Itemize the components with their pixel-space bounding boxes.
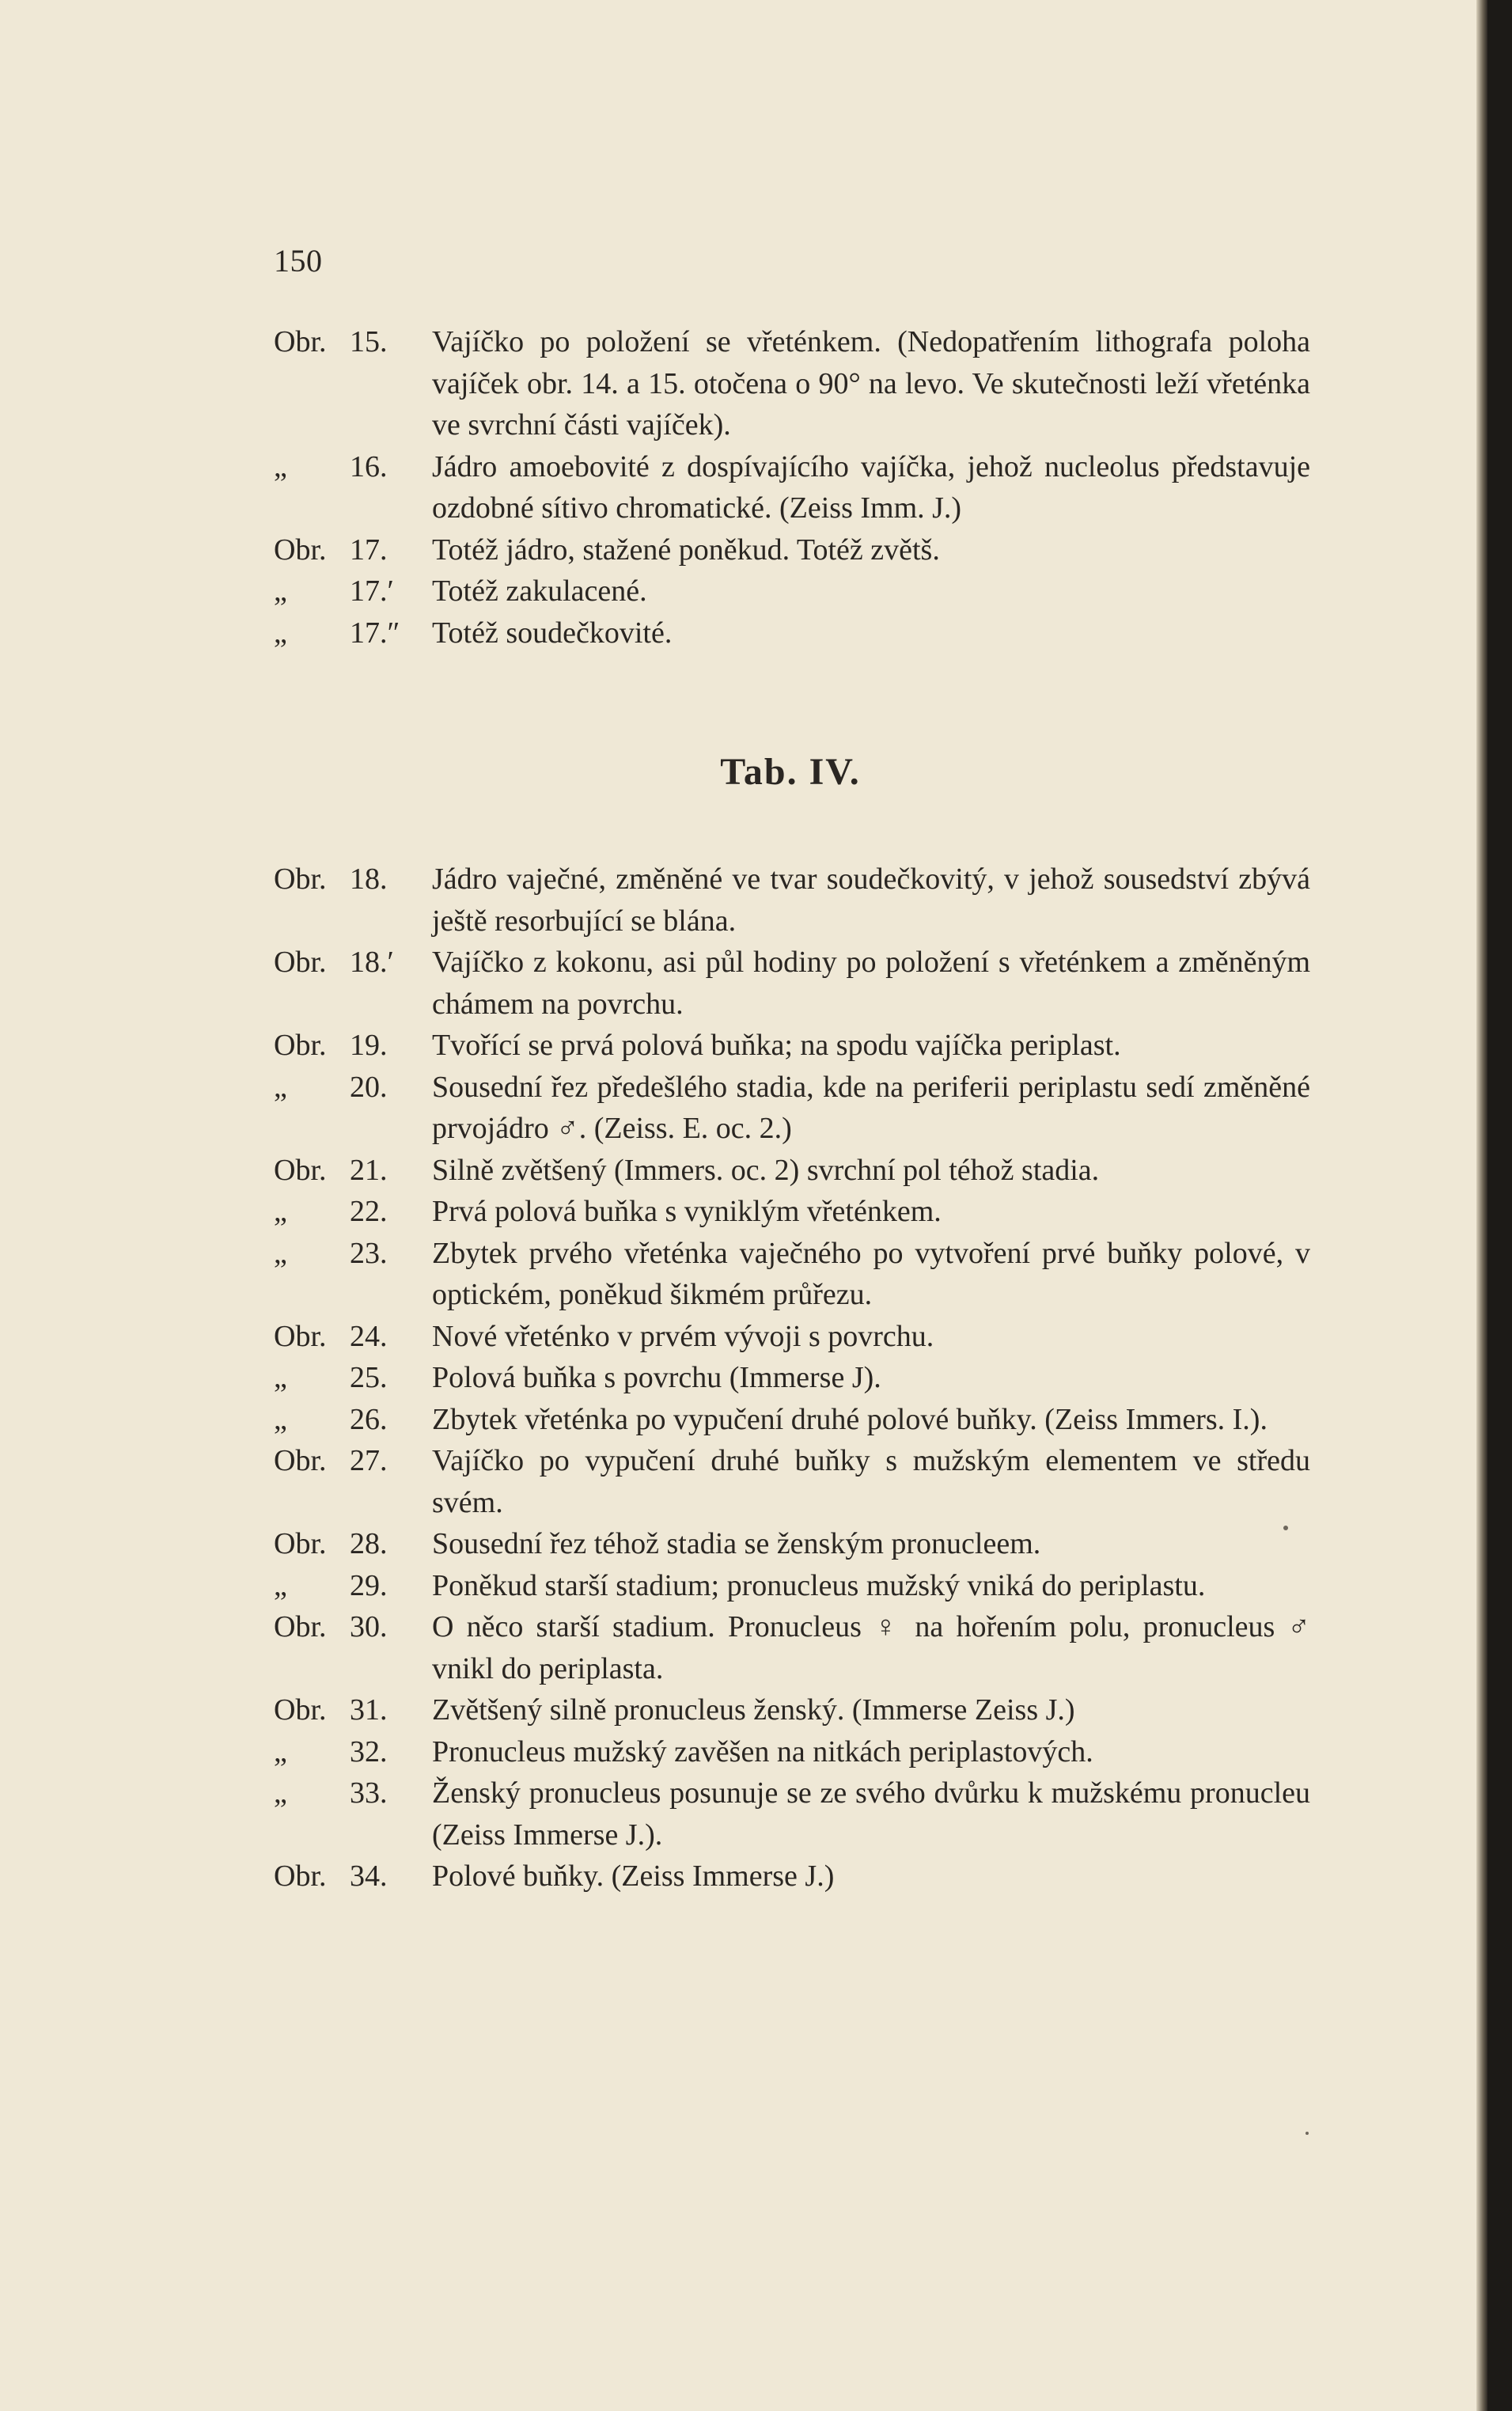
figure-entry — [274, 1772, 1310, 1856]
figure-description: Jádro amoebovité z dospívajícího vajíčka, jehož nucleolus představuje ozdobné sítivo chromatické. (Zeiss Imm. J.) — [432, 449, 1310, 525]
figure-reference — [274, 942, 400, 984]
figure-entry — [274, 1731, 1310, 1773]
figure-reference — [274, 1399, 400, 1441]
figure-label: „ — [274, 574, 287, 608]
figure-description: Nové vřeténko v prvém vývoji s povrchu. — [432, 1319, 934, 1353]
figure-number: 29. — [350, 1568, 388, 1602]
paper-speck — [1305, 2132, 1309, 2135]
figure-reference — [274, 1523, 400, 1565]
figure-entry — [274, 1856, 1310, 1897]
figure-description: Totéž soudečkovité. — [432, 616, 673, 650]
figure-label: „ — [274, 1776, 287, 1810]
figure-description: O něco starší stadium. Pronucleus ♀ na hořením polu, pronucleus ♂ vnikl do periplasta. — [432, 1610, 1310, 1685]
figure-description: Jádro vaječné, změněné ve tvar soudečkovitý, v jehož sousedství zbývá ještě resorbující se blána. — [432, 862, 1310, 938]
figure-number: 23. — [350, 1236, 388, 1270]
figure-number: 17.″ — [350, 616, 400, 650]
figure-entry — [274, 1440, 1310, 1523]
figure-reference — [274, 1689, 400, 1731]
figure-label: Obr. — [274, 1029, 327, 1062]
figure-label: „ — [274, 1236, 287, 1270]
figure-number: 15. — [350, 325, 388, 358]
figure-entry — [274, 446, 1310, 529]
figure-number: 21. — [350, 1153, 388, 1187]
figure-entry — [274, 942, 1310, 1025]
figure-label: „ — [274, 1070, 287, 1104]
figure-reference — [274, 1191, 400, 1233]
figure-entry — [274, 571, 1310, 612]
figure-entry — [274, 1316, 1310, 1358]
figure-description: Polová buňka s povrchu (Immerse J). — [432, 1361, 881, 1394]
figure-description: Sousední řez téhož stadia se ženským pronucleem. — [432, 1527, 1041, 1560]
figure-label: Obr. — [274, 1153, 327, 1187]
figure-number: 25. — [350, 1361, 388, 1394]
figure-number: 31. — [350, 1693, 388, 1727]
figure-description: Zvětšený silně pronucleus ženský. (Immerse Zeiss J.) — [432, 1693, 1075, 1727]
figure-description: Vajíčko z kokonu, asi půl hodiny po položení s vřeténkem a změněným chámem na povrchu. — [432, 946, 1310, 1021]
figure-entry — [274, 612, 1310, 654]
figure-reference — [274, 321, 400, 363]
figure-description: Silně zvětšený (Immers. oc. 2) svrchní pol téhož stadia. — [432, 1153, 1100, 1187]
figure-reference — [274, 1440, 400, 1482]
figure-entry — [274, 1233, 1310, 1316]
figure-number: 26. — [350, 1402, 388, 1436]
figure-number: 32. — [350, 1734, 388, 1768]
figure-description: Tvořící se prvá polová buňka; na spodu vajíčka periplast. — [432, 1029, 1121, 1062]
figure-number: 24. — [350, 1319, 388, 1353]
figure-number: 16. — [350, 449, 388, 483]
paper-speck — [1283, 1526, 1288, 1530]
figure-description: Zbytek vřeténka po vypučení druhé polové buňky. (Zeiss Immers. I.). — [432, 1402, 1268, 1436]
figure-entry — [274, 1150, 1310, 1192]
figure-description: Ženský pronucleus posunuje se ze svého dvůrku k mužskému pronucleu (Zeiss Immerse J.). — [432, 1776, 1310, 1852]
figure-label: Obr. — [274, 1693, 327, 1727]
figure-label: Obr. — [274, 325, 327, 358]
figure-reference — [274, 612, 400, 654]
figure-reference — [274, 1067, 400, 1109]
figure-reference — [274, 446, 400, 488]
figure-description: Vajíčko po položení se vřeténkem. (Nedopatřením lithografa poloha vajíček obr. 14. a 15. otočena o 90° na levo. Ve skutečnosti leží vřeténka ve svrchní části vajíček). — [432, 325, 1310, 442]
figure-legend-list-1 — [274, 321, 1310, 654]
figure-reference — [274, 1731, 400, 1773]
plate-heading — [0, 750, 1478, 794]
figure-reference — [274, 1606, 400, 1648]
figure-entry — [274, 529, 1310, 571]
figure-entry — [274, 1191, 1310, 1233]
figure-number: 34. — [350, 1859, 388, 1893]
figure-label: „ — [274, 616, 287, 650]
figure-number: 18.′ — [350, 946, 394, 979]
figure-label: „ — [274, 1402, 287, 1436]
figure-number: 22. — [350, 1195, 388, 1228]
figure-description: Zbytek prvého vřeténka vaječného po vytvoření prvé buňky polové, v optickém, poněkud šikmém průřezu. — [432, 1236, 1310, 1311]
figure-number: 28. — [350, 1527, 388, 1560]
figure-reference — [274, 1233, 400, 1275]
figure-label: Obr. — [274, 946, 327, 979]
figure-entry — [274, 1565, 1310, 1607]
figure-entry — [274, 1689, 1310, 1731]
figure-entry — [274, 1399, 1310, 1441]
figure-number: 27. — [350, 1444, 388, 1477]
figure-description: Totéž jádro, stažené poněkud. Totéž zvětš. — [432, 533, 940, 567]
figure-label: Obr. — [274, 1444, 327, 1477]
figure-label: „ — [274, 1195, 287, 1228]
page-number: 150 — [274, 243, 323, 279]
figure-label: Obr. — [274, 862, 327, 896]
figure-label: Obr. — [274, 1319, 327, 1353]
figure-description: Vajíčko po vypučení druhé buňky s mužským elementem ve středu svém. — [432, 1444, 1310, 1519]
figure-description: Poněkud starší stadium; pronucleus mužský vniká do periplastu. — [432, 1568, 1206, 1602]
figure-reference — [274, 529, 400, 571]
figure-reference — [274, 859, 400, 900]
figure-description: Polové buňky. (Zeiss Immerse J.) — [432, 1859, 835, 1893]
figure-legend-list-2 — [274, 859, 1310, 1897]
figure-label: Obr. — [274, 1859, 327, 1893]
figure-label: Obr. — [274, 533, 327, 567]
figure-number: 19. — [350, 1029, 388, 1062]
figure-number: 33. — [350, 1776, 388, 1810]
figure-description: Sousední řez předešlého stadia, kde na periferii periplastu sedí změněné prvojádro ♂. (Zeiss. E. oc. 2.) — [432, 1070, 1310, 1145]
figure-label: Obr. — [274, 1610, 327, 1643]
figure-number: 17.′ — [350, 574, 394, 608]
figure-label: „ — [274, 1361, 287, 1394]
figure-number: 20. — [350, 1070, 388, 1104]
figure-reference — [274, 1316, 400, 1358]
figure-description: Prvá polová buňka s vyniklým vřeténkem. — [432, 1195, 942, 1228]
figure-number: 17. — [350, 533, 388, 567]
figure-entry — [274, 859, 1310, 942]
figure-number: 30. — [350, 1610, 388, 1643]
figure-entry — [274, 1067, 1310, 1150]
figure-reference — [274, 1856, 400, 1897]
figure-reference — [274, 1150, 400, 1192]
figure-reference — [274, 1565, 400, 1607]
figure-reference — [274, 1357, 400, 1399]
figure-entry — [274, 1357, 1310, 1399]
figure-reference — [274, 1025, 400, 1067]
figure-description: Pronucleus mužský zavěšen na nitkách periplastových. — [432, 1734, 1093, 1768]
figure-label: „ — [274, 449, 287, 483]
plate-heading-text: Tab. IV. — [720, 751, 861, 793]
figure-entry — [274, 321, 1310, 446]
figure-label: Obr. — [274, 1527, 327, 1560]
figure-entry — [274, 1523, 1310, 1565]
figure-reference — [274, 1772, 400, 1814]
figure-entry — [274, 1025, 1310, 1067]
figure-reference — [274, 571, 400, 612]
figure-label: „ — [274, 1568, 287, 1602]
figure-label: „ — [274, 1734, 287, 1768]
figure-number: 18. — [350, 862, 388, 896]
figure-entry — [274, 1606, 1310, 1689]
figure-description: Totéž zakulacené. — [432, 574, 647, 608]
